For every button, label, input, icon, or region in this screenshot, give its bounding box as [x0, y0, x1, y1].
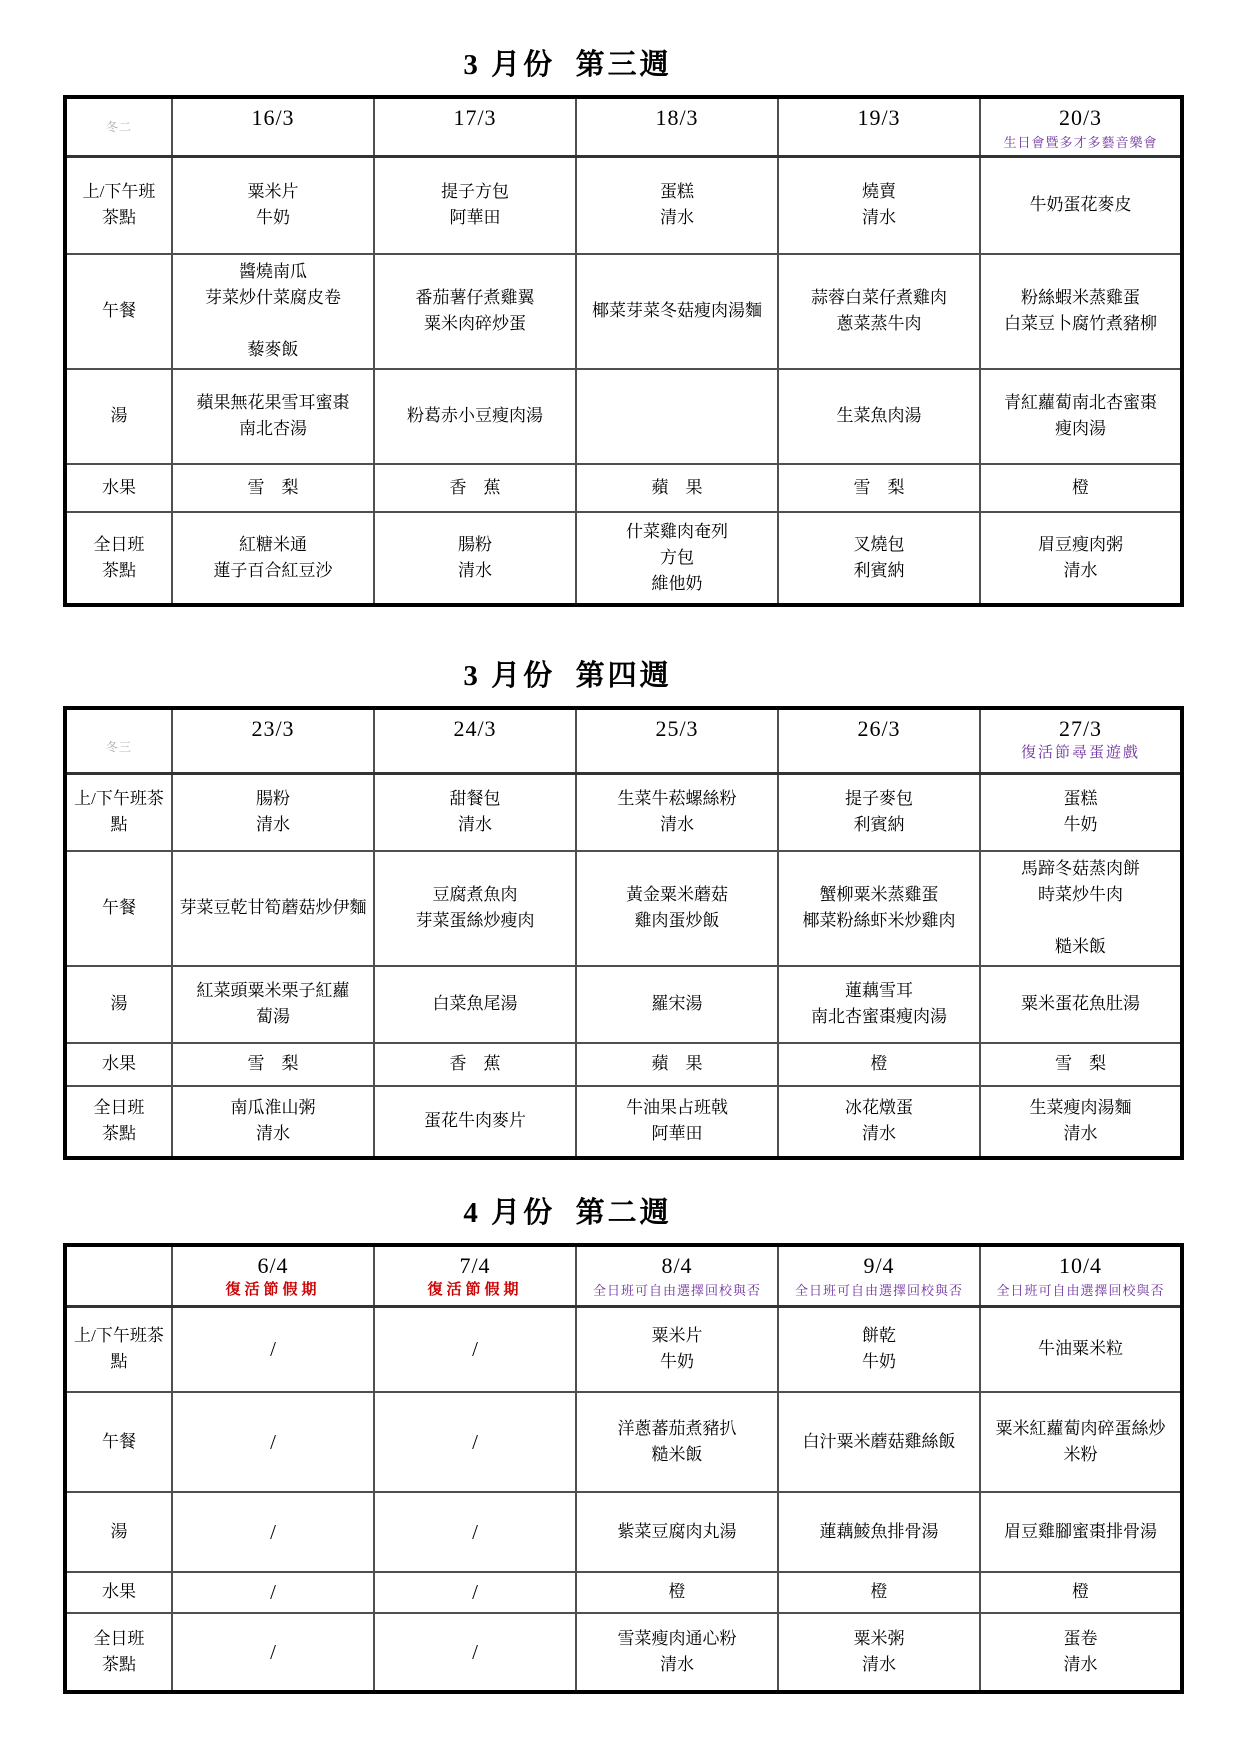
menu-cell [778, 1392, 980, 1492]
menu-cell [172, 1392, 374, 1492]
menu-item-line: 粟米肉碎炒蛋 [424, 314, 526, 333]
menu-item-line: 南北杏蜜棗瘦肉湯 [811, 1007, 947, 1026]
date-note: 生日會暨多才多藝音樂會 [1003, 135, 1158, 150]
menu-item-line: 腸粉 [458, 534, 492, 554]
menu-item-line: 南北杏湯 [239, 419, 307, 438]
date-note: 全日班可自由選擇回校與否 [794, 1282, 963, 1298]
menu-item-line [984, 908, 1177, 934]
menu-item-line: 雞肉蛋炒飯 [634, 911, 720, 930]
menu-item-line: 生菜魚肉湯 [836, 406, 922, 425]
row-label-line: 茶點 [102, 560, 136, 580]
date-header-cell [980, 97, 1182, 157]
menu-item-line: 粟米粥 [853, 1628, 905, 1648]
menu-item-line: 白汁粟米蘑菇雞絲飯 [802, 1431, 956, 1451]
date-note: 全日班可自由選擇回校與否 [592, 1282, 761, 1298]
row-label-cell [65, 851, 172, 966]
row-label-cell [65, 1307, 172, 1392]
menu-item-line: 牛奶 [1063, 815, 1098, 835]
menu-cell [576, 966, 778, 1043]
menu-table [63, 1243, 1184, 1694]
row-label-line: 點 [110, 815, 128, 835]
row-label-line: 茶點 [102, 208, 136, 228]
menu-item-line: 眉豆雞腳蜜棗排骨湯 [1004, 1521, 1157, 1541]
menu-item-line: 藜麥飯 [247, 340, 299, 359]
menu-cell [778, 966, 980, 1043]
menu-table-body [65, 708, 1182, 1158]
date-header-cell [172, 97, 374, 157]
menu-cell [576, 1086, 778, 1158]
menu-item-line: 牛奶蛋花麥皮 [1029, 195, 1132, 215]
menu-item-line: 提子麥包 [845, 789, 913, 809]
menu-item-line: 牛奶 [256, 208, 290, 228]
menu-table-body [65, 97, 1182, 605]
date-label: 27/3 [1058, 715, 1103, 741]
row-label-cell [65, 512, 172, 605]
menu-row [65, 774, 1182, 851]
menu-item-line: 清水 [1063, 1654, 1098, 1674]
menu-item-line: 蛋卷 [1063, 1628, 1098, 1648]
menu-item-line: 芽菜豆乾甘筍蘑菇炒伊麵 [179, 898, 367, 917]
menu-cell [374, 1043, 576, 1086]
date-label: 7/4 [459, 1252, 491, 1278]
menu-item-line: 粟米片 [651, 1326, 703, 1346]
menu-item-line: 番茄薯仔煮雞翼 [415, 288, 535, 307]
week-title: 4 月份 第二週 [463, 1196, 672, 1229]
week-title: 3 月份 第四週 [463, 659, 672, 692]
menu-cell [374, 1572, 576, 1613]
menu-item-line: 粟米片 [247, 182, 299, 202]
menu-item-line: 牛奶 [862, 1352, 896, 1372]
menu-item-line: 糙米飯 [1055, 937, 1106, 956]
menu-cell [778, 1086, 980, 1158]
week-section [63, 653, 1180, 1160]
menu-item-line: 白菜豆卜腐竹煮豬柳 [1004, 314, 1157, 333]
date-label: 17/3 [453, 105, 497, 130]
menu-cell [778, 369, 980, 464]
menu-cell [778, 1572, 980, 1613]
menu-item-line: 青紅蘿蔔南北杏蜜棗 [1004, 393, 1157, 412]
menu-item-line: 腸粉 [256, 789, 290, 809]
row-label-cell [65, 774, 172, 851]
menu-item-line: 橙 [1072, 477, 1089, 497]
menu-item-line: 黃金粟米蘑菇 [626, 885, 728, 904]
menu-row [65, 369, 1182, 464]
menu-cell [980, 851, 1182, 966]
menu-cell [980, 1307, 1182, 1392]
menu-item-line: 椰菜芽菜冬菇瘦肉湯麵 [592, 301, 762, 320]
row-label-cell [65, 1086, 172, 1158]
menu-item-line: / [270, 1639, 276, 1664]
row-label-line: 全日班 [93, 1098, 145, 1117]
menu-item-line: 阿華田 [449, 208, 501, 228]
row-label-cell [65, 1613, 172, 1692]
menu-cell [374, 157, 576, 254]
menu-cell [778, 1613, 980, 1692]
menu-item-line: 橙 [870, 1582, 888, 1601]
menu-item-line: 眉豆瘦肉粥 [1038, 534, 1123, 554]
menu-cell [778, 774, 980, 851]
menu-cell [778, 464, 980, 512]
menu-cell [374, 1392, 576, 1492]
menu-cell [980, 1613, 1182, 1692]
menu-cell [172, 1086, 374, 1158]
menu-item-line: 米粉 [1063, 1444, 1098, 1464]
menu-cell [980, 512, 1182, 605]
menu-cell [778, 1043, 980, 1086]
menu-row [65, 157, 1182, 254]
menu-item-line: 蘋果無花果雪耳蜜棗 [196, 393, 350, 412]
menu-cell [778, 254, 980, 369]
date-header-cell [374, 708, 576, 774]
corner-cell [65, 97, 172, 157]
class-label: 冬三 [105, 740, 132, 754]
menu-item-line: 甜餐包 [449, 789, 501, 809]
menu-item-line: 清水 [256, 815, 290, 835]
menu-row [65, 254, 1182, 369]
row-label-cell [65, 1572, 172, 1613]
date-label: 10/4 [1058, 1252, 1103, 1278]
menu-item-line: 蓮藕雪耳 [845, 981, 913, 1000]
row-label-cell [65, 464, 172, 512]
menu-cell [980, 1492, 1182, 1572]
date-note: 全日班可自由選擇回校與否 [996, 1282, 1165, 1298]
menu-item-line: 提子方包 [441, 182, 509, 202]
menu-item-line: 白菜魚尾湯 [432, 994, 518, 1013]
row-label-cell [65, 1392, 172, 1492]
row-label-line: 午餐 [102, 301, 136, 320]
menu-item-line: 粉絲蝦米蒸雞蛋 [1021, 288, 1140, 307]
menu-item-line: 羅宋湯 [651, 994, 703, 1013]
menu-item-line: 蓮子百合紅豆沙 [213, 560, 333, 580]
menu-item-line: 清水 [660, 208, 694, 228]
menu-item-line: 牛奶 [660, 1352, 694, 1372]
row-label-line: 茶點 [102, 1124, 136, 1143]
row-label-line: 午餐 [102, 898, 136, 917]
menu-table [63, 95, 1184, 607]
menu-cell [172, 512, 374, 605]
date-header-cell [980, 708, 1182, 774]
menu-cell [172, 157, 374, 254]
corner-cell [65, 1245, 172, 1307]
menu-cell [374, 369, 576, 464]
menu-item-line: 橙 [668, 1582, 686, 1601]
menu-cell [374, 966, 576, 1043]
row-label-line: 上/下午班 [82, 182, 156, 202]
menu-item-line: 醬燒南瓜 [239, 262, 307, 281]
menu-row [65, 512, 1182, 605]
menu-item-line: 利賓納 [853, 815, 905, 835]
row-label-line: 湯 [110, 406, 128, 425]
menu-cell [374, 1307, 576, 1392]
menu-item-line: 清水 [660, 815, 694, 835]
date-note: 復活節假期 [427, 1281, 523, 1298]
row-label-line: 水果 [102, 1054, 136, 1073]
menu-item-line: 清水 [458, 815, 492, 835]
menu-row [65, 1492, 1182, 1572]
menu-cell [576, 464, 778, 512]
menu-cell [172, 966, 374, 1043]
menu-item-line: 清水 [1063, 1124, 1098, 1143]
menu-item-line: 蘋 果 [651, 1054, 703, 1073]
row-label-cell [65, 1492, 172, 1572]
menu-cell [576, 1043, 778, 1086]
row-label-line: 點 [110, 1352, 128, 1372]
menu-cell [172, 254, 374, 369]
row-label-cell [65, 369, 172, 464]
menu-cell [576, 1492, 778, 1572]
week-section [63, 42, 1180, 607]
menu-item-line: 時菜炒牛肉 [1038, 885, 1123, 904]
menu-item-line: 芽菜炒什菜腐皮卷 [205, 288, 341, 307]
date-note: 復活節尋蛋遊戲 [1020, 744, 1140, 761]
menu-item-line: 紅菜頭粟米栗子紅蘿 [196, 981, 350, 1000]
menu-cell [172, 1307, 374, 1392]
menu-item-line: 蔥菜蒸牛肉 [836, 314, 922, 333]
menu-cell [374, 512, 576, 605]
menu-item-line: 馬蹄冬菇蒸肉餅 [1021, 859, 1140, 878]
menu-item-line: / [472, 1519, 478, 1544]
menu-item-line: 清水 [862, 1654, 896, 1674]
menu-cell [172, 369, 374, 464]
menu-row [65, 1572, 1182, 1613]
menu-item-line: 紅糖米通 [239, 534, 307, 554]
menu-item-line: 香 蕉 [449, 1054, 501, 1073]
menu-item-line: / [472, 1429, 478, 1454]
menu-cell [980, 369, 1182, 464]
menu-item-line: 椰菜粉絲虾米炒雞肉 [802, 911, 956, 930]
row-label-line: 茶點 [102, 1654, 136, 1674]
menu-cell [980, 254, 1182, 369]
menu-cell [576, 1572, 778, 1613]
menu-item-line: 瘦肉湯 [1055, 419, 1106, 438]
menu-item-line: / [270, 1337, 276, 1362]
date-label: 8/4 [661, 1252, 693, 1278]
menu-row [65, 1086, 1182, 1158]
date-header-cell [576, 1245, 778, 1307]
menu-item-line: 清水 [660, 1654, 694, 1674]
menu-item-line: 蓮藕鯪魚排骨湯 [819, 1521, 939, 1541]
menu-cell [172, 1043, 374, 1086]
menu-item-line: 粟米紅蘿蔔肉碎蛋絲炒 [995, 1418, 1166, 1438]
menu-cell [778, 1492, 980, 1572]
menu-item-line: 清水 [1063, 560, 1098, 580]
menu-cell [374, 464, 576, 512]
menu-item-line: 蟹柳粟米蒸雞蛋 [819, 885, 939, 904]
date-header-cell [576, 97, 778, 157]
menu-cell [374, 1492, 576, 1572]
menu-cell [778, 851, 980, 966]
menu-cell [576, 369, 778, 464]
row-label-cell [65, 966, 172, 1043]
date-header-cell [778, 97, 980, 157]
menu-item-line: 方包 [660, 547, 694, 567]
menu-cell [980, 1572, 1182, 1613]
menu-item-line: 叉燒包 [853, 534, 905, 554]
menu-cell [980, 1043, 1182, 1086]
menu-row [65, 1307, 1182, 1392]
menu-cell [576, 851, 778, 966]
menu-table [63, 706, 1184, 1160]
date-header-cell [172, 708, 374, 774]
date-label: 19/3 [857, 105, 901, 130]
menu-item-line: 糙米飯 [651, 1444, 703, 1464]
date-header-cell [778, 708, 980, 774]
menu-item-line: 芽菜蛋絲炒瘦肉 [415, 911, 535, 930]
menu-cell [980, 774, 1182, 851]
menu-item-line: 雪 梨 [853, 477, 905, 497]
menu-item-line: 雪 梨 [247, 477, 299, 497]
menu-cell [374, 1613, 576, 1692]
menu-item-line: 粉葛赤小豆瘦肉湯 [407, 406, 543, 425]
date-header-cell [576, 708, 778, 774]
menu-cell [576, 1613, 778, 1692]
menu-cell [980, 157, 1182, 254]
menu-cell [374, 1086, 576, 1158]
row-label-line: 全日班 [93, 534, 145, 554]
date-label: 23/3 [251, 715, 295, 741]
menu-item-line: 生菜牛菘螺絲粉 [617, 789, 737, 809]
menu-cell [374, 254, 576, 369]
date-header-cell [172, 1245, 374, 1307]
menu-cell [576, 1392, 778, 1492]
menu-cell [980, 1086, 1182, 1158]
menu-item-line: 清水 [256, 1124, 290, 1143]
menu-cell [172, 774, 374, 851]
class-label: 冬二 [105, 120, 132, 134]
menu-item-line: / [472, 1639, 478, 1664]
date-label: 9/4 [863, 1252, 895, 1278]
menu-cell [778, 157, 980, 254]
row-label-cell [65, 1043, 172, 1086]
menu-item-line: 蛋糕 [1063, 789, 1098, 809]
date-label: 25/3 [655, 715, 699, 741]
menu-cell [172, 1572, 374, 1613]
menu-item-line: 蛋花牛肉麥片 [424, 1111, 526, 1130]
menu-item-line: 清水 [862, 1124, 896, 1143]
menu-cell [576, 774, 778, 851]
menu-item-line: 橙 [1072, 1582, 1089, 1601]
menu-item-line: 清水 [862, 208, 896, 228]
menu-item-line: / [472, 1580, 478, 1604]
menu-cell [980, 464, 1182, 512]
menu-item-line: 牛油果占班戟 [626, 1098, 728, 1117]
menu-cell [980, 966, 1182, 1043]
menu-cell [778, 1307, 980, 1392]
date-label: 18/3 [655, 105, 699, 130]
date-label: 24/3 [453, 715, 497, 741]
week-section [63, 1190, 1180, 1694]
menu-item-line: 冰花燉蛋 [845, 1098, 913, 1117]
menu-cell [374, 774, 576, 851]
row-label-line: 上/下午班茶 [74, 1326, 164, 1346]
row-label-cell [65, 157, 172, 254]
date-label: 16/3 [251, 105, 295, 130]
menu-row [65, 851, 1182, 966]
corner-cell [65, 708, 172, 774]
menu-cell [980, 1392, 1182, 1492]
date-label: 26/3 [857, 715, 901, 741]
menu-row [65, 1043, 1182, 1086]
date-label: 6/4 [257, 1252, 289, 1278]
menu-cell [576, 254, 778, 369]
menu-cell [576, 1307, 778, 1392]
menu-item-line: / [270, 1429, 276, 1454]
menu-item-line: 利賓納 [853, 560, 905, 580]
row-label-line: 上/下午班茶 [74, 789, 164, 809]
menu-item-line: 燒賣 [862, 182, 896, 202]
row-label-cell [65, 254, 172, 369]
menu-item-line: 蔔湯 [256, 1007, 290, 1026]
menu-item-line: 香 蕉 [449, 477, 501, 497]
menu-item-line: 清水 [458, 560, 492, 580]
menu-cell [172, 1492, 374, 1572]
menu-item-line: 粟米蛋花魚肚湯 [1021, 994, 1140, 1013]
menu-item-line: 豆腐煮魚肉 [432, 885, 518, 904]
menu-item-line: 生菜瘦肉湯麵 [1029, 1098, 1132, 1117]
menu-cell [576, 512, 778, 605]
menu-cell [172, 464, 374, 512]
menu-item-line: 雪 梨 [247, 1054, 299, 1073]
menu-item-line: 南瓜淮山粥 [230, 1098, 316, 1117]
row-label-line: 水果 [102, 477, 136, 497]
menu-item-line: 牛油粟米粒 [1038, 1339, 1123, 1359]
menu-cell [374, 851, 576, 966]
date-note: 復活節假期 [225, 1281, 321, 1298]
menu-item-line: 什菜雞肉奄列 [626, 521, 728, 541]
menu-item-line: 雪菜瘦肉通心粉 [617, 1628, 737, 1648]
row-label-line: 湯 [110, 1521, 128, 1541]
menu-item-line: 紫菜豆腐肉丸湯 [617, 1521, 737, 1541]
menu-row [65, 464, 1182, 512]
menu-item-line: 維他奶 [651, 573, 703, 593]
menu-cell [778, 512, 980, 605]
date-header-cell [778, 1245, 980, 1307]
menu-row [65, 1392, 1182, 1492]
menu-cell [172, 851, 374, 966]
menu-item-line: 洋蔥蕃茄煮豬扒 [617, 1418, 737, 1438]
menu-item-line: 橙 [870, 1054, 888, 1073]
menu-item-line: / [472, 1337, 478, 1362]
menu-item-line: / [270, 1519, 276, 1544]
menu-item-line: 蛋糕 [660, 182, 694, 202]
menu-item-line: 阿華田 [651, 1124, 703, 1143]
week-title: 3 月份 第三週 [463, 49, 672, 81]
menu-cell [576, 157, 778, 254]
menu-row [65, 1613, 1182, 1692]
menu-table-body [65, 1245, 1182, 1692]
menu-item-line: 餅乾 [862, 1326, 896, 1346]
header-row [65, 97, 1182, 157]
row-label-line: 全日班 [93, 1628, 145, 1648]
menu-item-line: 蘋 果 [651, 477, 703, 497]
menu-item-line: / [270, 1580, 276, 1604]
menu-item-line: 蒜蓉白菜仔煮雞肉 [811, 288, 947, 307]
header-row [65, 1245, 1182, 1307]
menu-row [65, 966, 1182, 1043]
row-label-line: 水果 [102, 1582, 136, 1601]
header-row [65, 708, 1182, 774]
row-label-line: 湯 [110, 994, 128, 1013]
date-header-cell [980, 1245, 1182, 1307]
menu-item-line: 雪 梨 [1055, 1054, 1106, 1073]
menu-cell [172, 1613, 374, 1692]
date-header-cell [374, 97, 576, 157]
date-header-cell [374, 1245, 576, 1307]
row-label-line: 午餐 [102, 1431, 136, 1451]
menu-item-line [176, 311, 370, 337]
date-label: 20/3 [1058, 105, 1103, 130]
